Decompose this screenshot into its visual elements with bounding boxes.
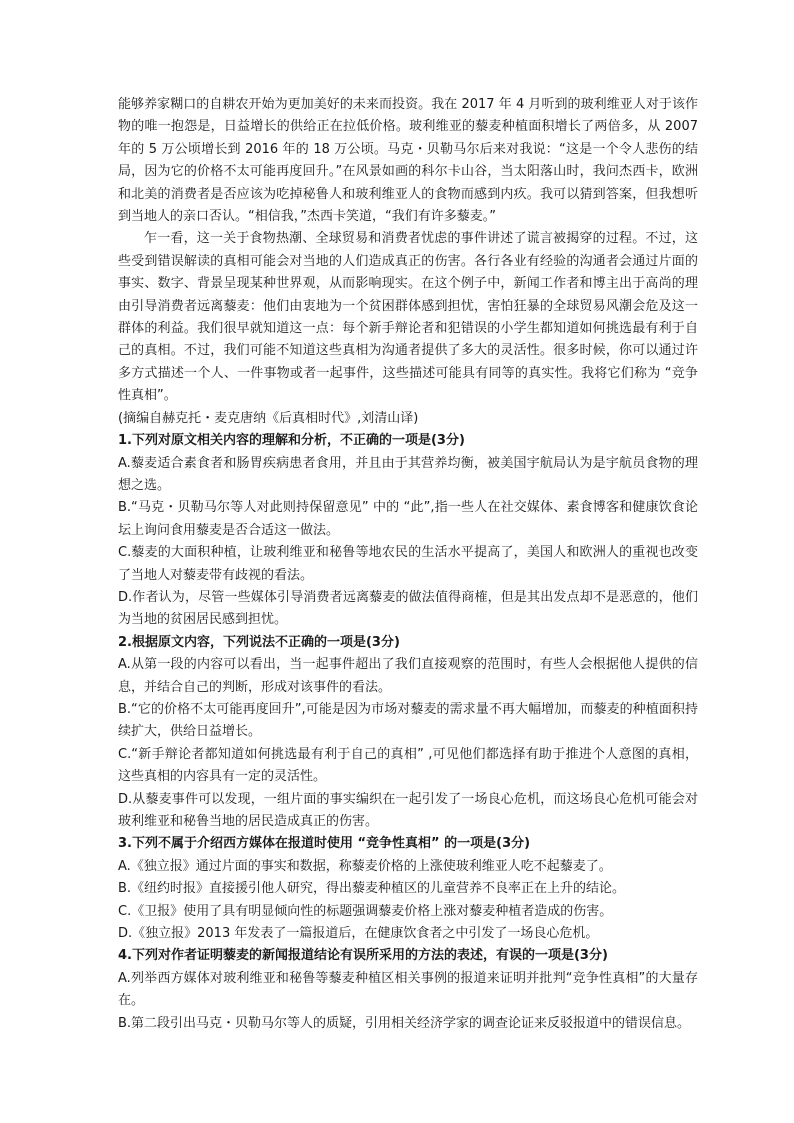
option-d: D.《独立报》2013 年发表了一篇报道后，在健康饮食者之中引发了一场良心危机。: [118, 926, 599, 942]
option-b: B.《纽约时报》直接援引他人研究，得出藜麦种植区的儿童营养不良率正在上升的结论。: [118, 881, 626, 897]
option-c: C.藜麦的大面积种植，让玻利维亚和秘鲁等地农民的生活水平提高了，美国人和欧洲人的重视也改变了当地人对藜麦带有歧视的看法。: [118, 545, 698, 583]
option-a: A.藜麦适合素食者和肠胃疾病患者食用，并且由于其营养均衡，被美国宇航局认为是宇航员食物的理想之选。: [118, 455, 698, 493]
question-stem: 3.下列不属于介绍西方媒体在报道时使用 “竞争性真相” 的一项是(3分): [118, 836, 531, 852]
option-a: A.列举西方媒体对玻利维亚和秘鲁等藜麦种植区相关事例的报道来证明并批判“竞争性真相”的大量存在。: [118, 970, 698, 1009]
passage-paragraph-2: 乍一看，这一关于食物热潮、全球贸易和消费者忧虑的事件讲述了谎言被揭穿的过程。不过，这些受到错误解读的真相可能会对当地的人们造成真正的伤害。各行各业有经验的沟通者会通过片面的事实、数字、背景呈现某种世界观，从而影响现实。在这个例子中，新闻工作者和博主出于高尚的理由引导消费者远离藜麦：他们由衷地为一个贫困群体感到担忧，害怕狂暴的全球贸易风潮会危及这一群体的利益。我们很早就知道这一点：每个新手辩论者和犯错误的小学生都知道如何挑选最有利于自己的真相。不过，我们可能不知道这些真相为沟通者提供了多大的灵活性。很多时候，你可以通过许多方式描述一个人、一件事物或者一起事件，这些描述可能具有同等的真实性。我将它们称为 “竞争性真相”。: [118, 231, 698, 404]
question-3: [118, 833, 698, 945]
question-4: [118, 945, 698, 1035]
option-d: D.从藜麦事件可以发现，一组片面的事实编织在一起引发了一场良心危机，而这场良心危机可能会对玻利维亚和秘鲁当地的居民造成真正的伤害。: [118, 791, 698, 829]
question-stem: 4.下列对作者证明藜麦的新闻报道结论有误所采用的方法的表述，有误的一项是(3分): [118, 948, 608, 964]
option-a: A.从第一段的内容可以看出，当一起事件超出了我们直接观察的范围时，有些人会根据他人提供的信息，并结合自己的判断，形成对该事件的看法。: [118, 657, 698, 695]
option-b: B.“马克・贝勒马尔等人对此则持保留意见” 中的 “此”,指一些人在社交媒体、素食博客和健康饮食论坛上询问食用藜麦是否合适这一做法。: [118, 500, 698, 538]
passage-source: (摘编自赫克托・麦克唐纳《后真相时代》,刘清山译): [118, 410, 419, 426]
option-c: C.“新手辩论者都知道如何挑选最有利于自己的真相” ,可见他们都选择有助于推进个人意图的真相，这些真相的内容具有一定的灵活性。: [118, 746, 698, 785]
option-b: B.第二段引出马克・贝勒马尔等人的质疑，引用相关经济学家的调查论证来反驳报道中的错误信息。: [118, 1015, 691, 1031]
option-a: A.《独立报》通过片面的事实和数据，称藜麦价格的上涨使玻利维亚人吃不起藜麦了。: [118, 858, 612, 874]
passage-paragraph-1: 能够养家糊口的自耕农开始为更加美好的未来而投资。我在 2017 年 4 月听到的玻利维亚人对于该作物的唯一抱怨是，日益增长的供给正在拉低价格。玻利维亚的藜麦种植面积增长了两倍多，从 2007 年的 5 万公顷增长到 2016 年的 18 万公顷。马克・贝勒马尔后来对我说：“这是一个令人悲伤的结局，因为它的价格不太可能再度回升。”在风景如画的科尔卡山谷，当太阳落山时，我问杰西卡，欧洲和北美的消费者是否应该为吃掉秘鲁人和玻利维亚人的食物而感到内疚。我可以猜到答案，但我想听到当地人的亲口否认。“相信我，”杰西卡笑道，“我们有许多藜麦。”: [118, 97, 698, 225]
question-2: [118, 632, 698, 834]
option-c: C.《卫报》使用了具有明显倾向性的标题强调藜麦价格上涨对藜麦种植者造成的伤害。: [118, 903, 613, 919]
option-b: B.“它的价格不太可能再度回升”,可能是因为市场对藜麦的需求量不再大幅增加，而藜麦的种植面积持续扩大，供给日益增长。: [118, 701, 698, 740]
question-1: [118, 430, 698, 632]
question-stem: 1.下列对原文相关内容的理解和分析，不正确的一项是(3分): [118, 433, 465, 449]
question-stem: 2.根据原文内容，下列说法不正确的一项是(3分): [118, 634, 400, 650]
option-d: D.作者认为，尽管一些媒体引导消费者远离藜麦的做法值得商榷，但是其出发点却不是恶意的，他们为当地的贫困居民感到担忧。: [118, 589, 698, 628]
document-page: [118, 94, 698, 1035]
